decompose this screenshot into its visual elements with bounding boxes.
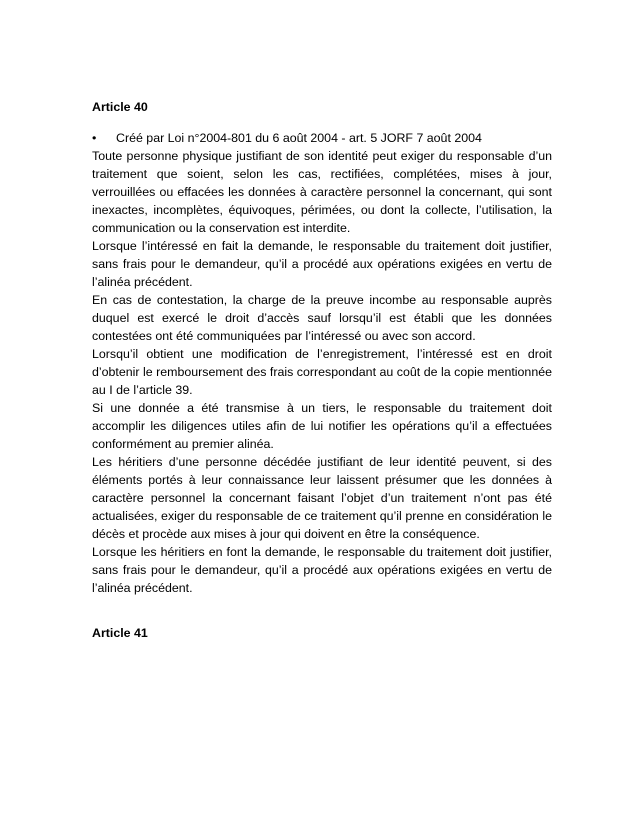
paragraph-1: Toute personne physique justifiant de son identité peut exiger du responsable d’un traitement que soient, selon les cas, rectifiées, complétées, mises à jour, verrouillées ou effacées les données à caractère personnel la concernant, qui sont inexactes, incomplètes, équivoques, périmées, ou dont la collecte, l’utilisation, la communication ou la conservation est interdite.: [92, 149, 552, 235]
paragraph-4: Lorsqu’il obtient une modification de l’enregistrement, l’intéressé est en droit d’obtenir le remboursement des frais correspondant au coût de la copie mentionnée au I de l’article 39.: [92, 347, 552, 397]
article-41-heading: Article 41: [92, 626, 148, 640]
article-40-heading: Article 40: [92, 100, 148, 114]
bullet-text: Créé par Loi n°2004-801 du 6 août 2004 - art. 5 JORF 7 août 2004: [116, 131, 482, 145]
paragraph-2: Lorsque l’intéressé en fait la demande, le responsable du traitement doit justifier, sans frais pour le demandeur, qu’il a procédé aux opérations exigées en vertu de l’alinéa précédent.: [92, 239, 552, 289]
paragraph-3: En cas de contestation, la charge de la preuve incombe au responsable auprès duquel est exercé le droit d’accès sauf lorsqu’il est établi que les données contestées ont été communiquées par l’intéressé ou avec son accord.: [92, 293, 552, 343]
paragraph-6: Les héritiers d’une personne décédée justifiant de leur identité peuvent, si des éléments portés à leur connaissance leur laissent présumer que les données à caractère personnel la concernant faisant l’objet d’un traitement n’ont pas été actualisées, exiger du responsable de ce traitement qu’il prenne en considération le décès et procède aux mises à jour qui doivent en être la conséquence.: [92, 455, 552, 541]
paragraph-5: Si une donnée a été transmise à un tiers, le responsable du traitement doit accomplir les diligences utiles afin de lui notifier les opérations qu’il a effectuées conformément au premier alinéa.: [92, 401, 552, 451]
paragraph-7: Lorsque les héritiers en font la demande, le responsable du traitement doit justifier, sans frais pour le demandeur, qu’il a procédé aux opérations exigées en vertu de l’alinéa précédent.: [92, 545, 552, 595]
bullet-icon: •: [92, 131, 97, 145]
document-page: [92, 98, 552, 642]
bullet-item: [92, 129, 552, 147]
